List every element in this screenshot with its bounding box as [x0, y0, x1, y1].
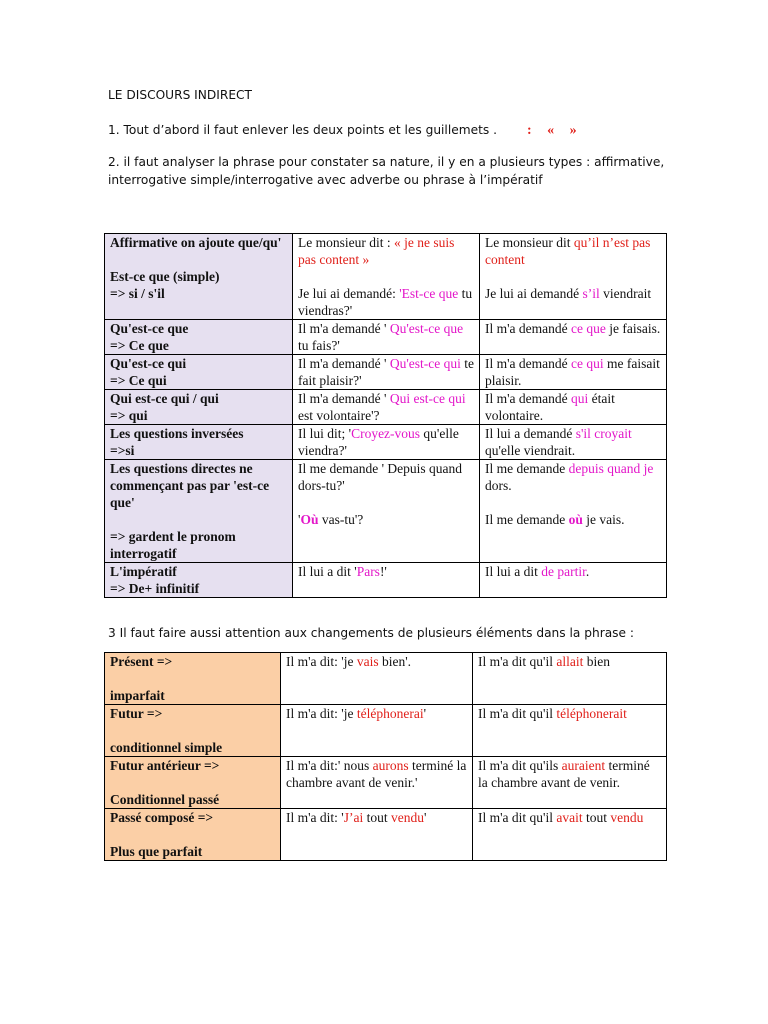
highlight: vais: [356, 654, 379, 669]
text: Le monsieur dit: [485, 235, 574, 250]
header-line: => Ce que: [110, 338, 169, 353]
text: était volontaire.: [485, 391, 615, 423]
highlight: depuis quand: [568, 461, 641, 476]
table-row: [105, 425, 667, 460]
indirect-speech-cell: [480, 390, 667, 425]
header-line: Les questions inversées: [110, 426, 244, 441]
header-line: Qu'est-ce qui: [110, 356, 187, 371]
text: dors.: [485, 478, 512, 493]
highlight: ce que: [571, 321, 606, 336]
direct-speech-cell: [293, 460, 480, 563]
highlight: avait: [556, 810, 583, 825]
text: ': [423, 706, 427, 721]
row-header: [105, 705, 281, 757]
direct-speech-cell: [293, 390, 480, 425]
highlight: téléphonerait: [556, 706, 627, 721]
direct-speech-cell: [281, 653, 473, 705]
table-row: [105, 390, 667, 425]
highlight: Qui est-ce qui: [389, 391, 466, 406]
highlight: je: [643, 461, 654, 476]
text: Il m'a dit qu'il: [478, 706, 557, 721]
header-line: Est-ce que (simple): [110, 269, 220, 284]
table-row: [105, 234, 667, 320]
text: .: [585, 564, 590, 579]
text: ': [298, 512, 301, 527]
text: vas-tu'?: [318, 512, 364, 527]
text: tu viendras?': [298, 286, 473, 318]
step-1: [108, 121, 583, 140]
highlight: allait: [556, 654, 584, 669]
indirect-speech-cell: [480, 320, 667, 355]
indirect-speech-cell: [473, 757, 667, 809]
highlight: où: [568, 512, 583, 527]
tense-table: [104, 652, 667, 861]
text: Il m'a demandé ': [298, 391, 390, 406]
header-line: Les questions directes ne commençant pas par 'est-ce que': [110, 461, 270, 510]
text: je vais.: [582, 512, 625, 527]
text: je faisais.: [605, 321, 661, 336]
header-line: Qu'est-ce que: [110, 321, 189, 336]
page-title: LE DISCOURS INDIRECT: [108, 88, 252, 102]
highlight: auraient: [561, 758, 606, 773]
table-row: [105, 320, 667, 355]
text: Il m'a demandé: [485, 321, 572, 336]
highlight: de partir: [541, 564, 586, 579]
highlight: Qu'est-ce qui: [389, 356, 461, 371]
text: qu'elle viendra?': [298, 426, 459, 458]
header-line: => qui: [110, 408, 148, 423]
text: Il m'a dit qu'il: [478, 810, 557, 825]
direct-speech-cell: [293, 320, 480, 355]
text: Il m'a dit: 'je: [286, 654, 357, 669]
text: te fait plaisir?': [298, 356, 475, 388]
row-header: [105, 425, 293, 460]
text: Il me demande: [485, 512, 569, 527]
text: Il lui a demandé: [485, 426, 576, 441]
text: est volontaire'?: [298, 408, 380, 423]
direct-speech-cell: [281, 705, 473, 757]
row-header: [105, 390, 293, 425]
rules-table: [104, 233, 667, 598]
header-line: => De+ infinitif: [110, 581, 200, 596]
header-line: => Ce qui: [110, 373, 167, 388]
highlight: Où: [300, 512, 319, 527]
direct-speech-cell: [293, 563, 480, 598]
text: Il m'a dit: ': [286, 810, 344, 825]
text: Il m'a demandé: [485, 391, 572, 406]
indirect-speech-cell: [480, 563, 667, 598]
step-1-text: 1. Tout d’abord il faut enlever les deux points et les guillemets .: [108, 123, 497, 137]
highlight: vendu: [610, 810, 644, 825]
direct-speech-cell: [281, 809, 473, 861]
row-header: [105, 653, 281, 705]
highlight: Qu'est-ce que: [389, 321, 464, 336]
row-header: [105, 234, 293, 320]
row-header: [105, 355, 293, 390]
text: tout: [363, 810, 391, 825]
direct-speech-cell: [281, 757, 473, 809]
row-header: [105, 460, 293, 563]
text: Il me demande ' Depuis quand dors-tu?': [298, 461, 463, 493]
highlight: s'il croyait: [575, 426, 632, 441]
text: Il lui a dit: [485, 564, 542, 579]
table-row: [105, 705, 667, 757]
indirect-speech-cell: [480, 425, 667, 460]
indirect-speech-cell: [473, 653, 667, 705]
step-1-symbols: : « »: [526, 123, 583, 138]
highlight: Pars: [356, 564, 380, 579]
text: !': [379, 564, 387, 579]
step-2: 2. il faut analyser la phrase pour constater sa nature, il y en a plusieurs types : affirmative, interrogative simple/interrogative avec adverbe ou phrase à l’impératif: [108, 155, 665, 187]
text: ': [424, 810, 427, 825]
highlight: vendu: [391, 810, 424, 825]
text: Je lui ai demandé:: [298, 286, 400, 301]
header-line: Futur =>: [110, 706, 163, 721]
highlight: 'Est-ce que: [399, 286, 459, 301]
text: tout: [582, 810, 611, 825]
header-line: conditionnel simple: [110, 740, 223, 755]
direct-speech-cell: [293, 234, 480, 320]
table-row: [105, 757, 667, 809]
text: Il m'a demandé ': [298, 356, 390, 371]
text: bien'.: [378, 654, 412, 669]
text: viendrait: [599, 286, 652, 301]
highlight: téléphonerai: [356, 706, 424, 721]
indirect-speech-cell: [480, 460, 667, 563]
header-line: Conditionnel passé: [110, 792, 220, 807]
text: me faisait plaisir.: [485, 356, 660, 388]
header-line: Futur antérieur =>: [110, 758, 220, 773]
indirect-speech-cell: [480, 355, 667, 390]
text: Il me demande: [485, 461, 569, 476]
header-line: imparfait: [110, 688, 165, 703]
header-line: Présent =>: [110, 654, 173, 669]
highlight: qu’il n’est pas content: [485, 235, 651, 267]
text: Il m'a dit qu'il: [478, 654, 557, 669]
text: Il m'a dit: 'je: [286, 706, 357, 721]
text: Le monsieur dit :: [298, 235, 394, 250]
text: Il m'a dit:' nous: [286, 758, 373, 773]
text: qu'elle viendrait.: [485, 443, 576, 458]
indirect-speech-cell: [480, 234, 667, 320]
row-header: [105, 320, 293, 355]
highlight: s’il: [582, 286, 600, 301]
header-line: Qui est-ce qui / qui: [110, 391, 219, 406]
step-3: 3 Il faut faire aussi attention aux changements de plusieurs éléments dans la phrase :: [108, 626, 635, 640]
text: Je lui ai demandé: [485, 286, 583, 301]
header-line: =>si: [110, 443, 135, 458]
header-line: Passé composé =>: [110, 810, 214, 825]
header-line: L'impératif: [110, 564, 177, 579]
header-line: Plus que parfait: [110, 844, 203, 859]
header-line: Affirmative on ajoute que/qu': [110, 235, 282, 250]
text: bien: [583, 654, 610, 669]
highlight: J’ai: [343, 810, 364, 825]
text: terminé la chambre avant de venir.': [286, 758, 467, 790]
text: Il lui a dit ': [298, 564, 357, 579]
table-row: [105, 809, 667, 861]
highlight: qui: [571, 391, 589, 406]
indirect-speech-cell: [473, 809, 667, 861]
text: Il m'a dit qu'ils: [478, 758, 562, 773]
header-line: => gardent le pronom interrogatif: [110, 529, 236, 561]
direct-speech-cell: [293, 355, 480, 390]
header-line: => si / s'il: [110, 286, 165, 301]
table-row: [105, 653, 667, 705]
row-header: [105, 563, 293, 598]
highlight: « je ne suis pas content »: [298, 235, 455, 267]
table-row: [105, 563, 667, 598]
highlight: ce qui: [571, 356, 604, 371]
table-row: [105, 460, 667, 563]
text: Il lui dit; ': [298, 426, 352, 441]
text: Il m'a demandé ': [298, 321, 390, 336]
highlight: aurons: [372, 758, 409, 773]
text: terminé la chambre avant de venir.: [478, 758, 650, 790]
indirect-speech-cell: [473, 705, 667, 757]
highlight: Croyez-vous: [351, 426, 421, 441]
text: Il m'a demandé: [485, 356, 572, 371]
table-row: [105, 355, 667, 390]
row-header: [105, 757, 281, 809]
text: tu fais?': [298, 338, 340, 353]
direct-speech-cell: [293, 425, 480, 460]
row-header: [105, 809, 281, 861]
